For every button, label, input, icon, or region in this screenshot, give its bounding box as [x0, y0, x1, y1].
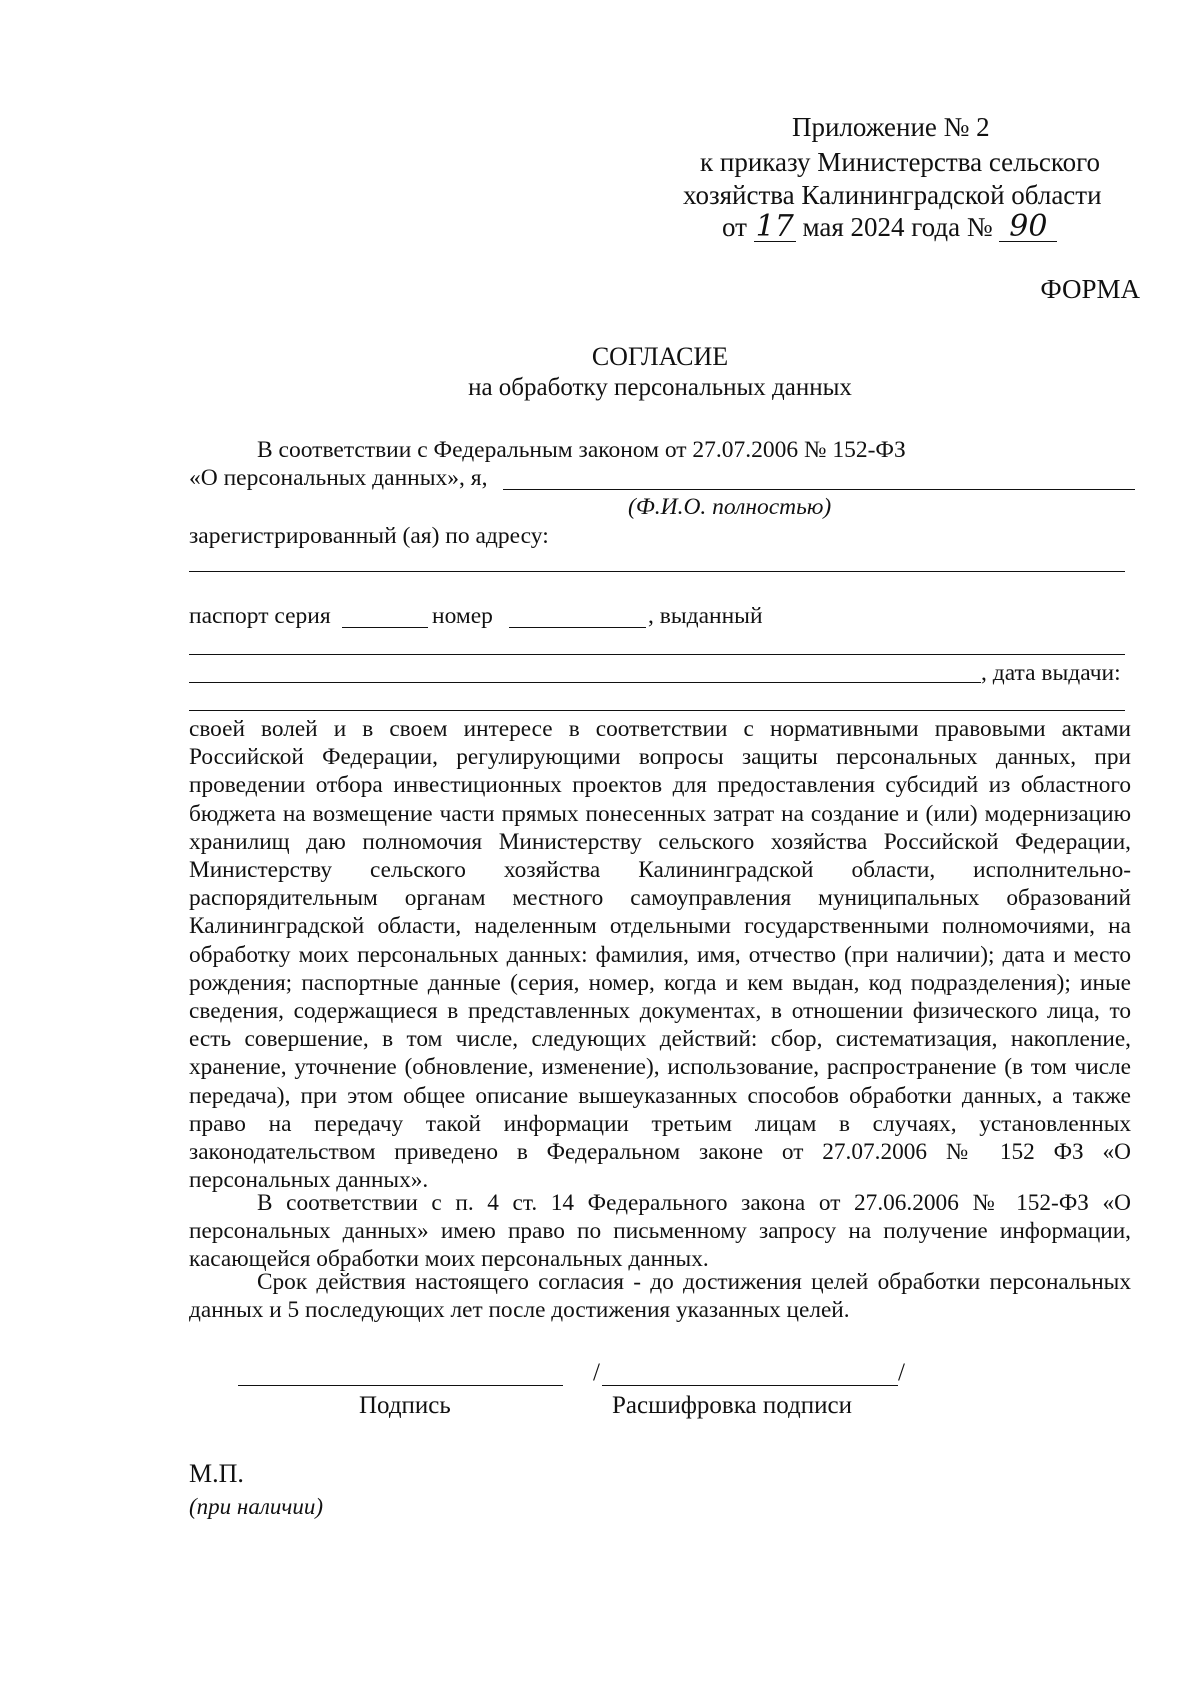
law-reference-line: В соответствии с Федеральным законом от 27.07.2006 № 152-ФЗ: [257, 437, 906, 463]
signature-field[interactable]: [238, 1385, 563, 1386]
order-reference-line: к приказу Министерства сельского: [700, 147, 1101, 177]
issue-date-label: , дата выдачи:: [981, 660, 1121, 686]
form-label: ФОРМА: [1040, 274, 1140, 304]
issued-label: , выданный: [648, 603, 763, 629]
ministry-line: хозяйства Калининградской области: [683, 180, 1102, 210]
stamp-hint: (при наличии): [189, 1494, 323, 1519]
order-date-line: [722, 209, 1057, 244]
rights-paragraph: [189, 1189, 1131, 1274]
handwritten-order-number: 90: [999, 213, 1057, 242]
signature-label: Подпись: [359, 1392, 451, 1419]
date-prefix: от: [722, 212, 747, 242]
signature-decode-field[interactable]: [602, 1385, 898, 1386]
rights-text: В соответствии с п. 4 ст. 14 Федерального закона от 27.06.2006 № 152-ФЗ «О персональных данных» имею право по письменному запросу на получение информации, касающейся обработки моих персональных данных.: [189, 1190, 1131, 1273]
validity-paragraph: [189, 1268, 1131, 1324]
consent-paragraph: своей волей и в своем интересе в соответствии с нормативными правовыми актами Российской Федерации, регулирующими вопросы защиты персональных данных, при проведении отбора инвестиционных проектов для предоставления субсидий из областного бюджета на возмещение части прямых понесенных затрат на создание и (или) модернизацию хранилищ даю полномочия Министерству сельского хозяйства Российской Федерации, Министерству сельского хозяйства Калининградской области, исполнительно-распорядительным органам местного самоуправления муниципальных образований Калининградской области, наделенным отдельными государственными полномочиями, на обработку моих персональных данных: фамилия, имя, отчество (при наличии); дата и место рождения; паспортные данные (серия, номер, когда и кем выдан, код подразделения); иные сведения, содержащиеся в представленных документах, в отношении физического лица, то есть совершение, в том числе, следующих действий: сбор, систематизация, накопление, хранение, уточнение (обновление, изменение), использование, распространение (в том числе передача), при этом общее описание вышеуказанных способов обработки данных, а также право на передачу такой информации третьим лицам в случаях, установленных законодательством приведено в Федеральном законе от 27.07.2006 № 152 ФЗ «О персональных данных».: [189, 716, 1131, 1194]
date-rest: мая 2024 года №: [802, 212, 993, 242]
issued-by-field-1[interactable]: [189, 654, 1125, 655]
passport-series-label: паспорт серия: [189, 603, 331, 629]
slash-left: /: [593, 1359, 600, 1386]
validity-text: Срок действия настоящего согласия - до достижения целей обработки персональных данных и 5 последующих лет после достижения указанных целей.: [189, 1269, 1131, 1324]
passport-number-field[interactable]: [509, 627, 646, 628]
address-field[interactable]: [189, 571, 1125, 572]
document-subtitle: на обработку персональных данных: [468, 374, 852, 401]
address-label: зарегистрированный (ая) по адресу:: [189, 523, 549, 549]
issued-by-field-2[interactable]: [189, 682, 981, 683]
handwritten-day: 17: [755, 209, 794, 244]
issue-date-field[interactable]: [189, 710, 1125, 711]
fio-hint: (Ф.И.О. полностью): [628, 494, 832, 520]
passport-series-field[interactable]: [342, 627, 428, 628]
signature-decode-label: Расшифровка подписи: [612, 1392, 852, 1419]
fio-field[interactable]: [503, 489, 1135, 490]
stamp-label: М.П.: [189, 1459, 244, 1488]
personal-data-law-line: «О персональных данных», я,: [189, 465, 488, 491]
document-title: СОГЛАСИЕ: [591, 342, 729, 371]
slash-right: /: [898, 1359, 905, 1386]
passport-number-label: номер: [432, 603, 493, 629]
appendix-number: Приложение № 2: [792, 112, 990, 142]
